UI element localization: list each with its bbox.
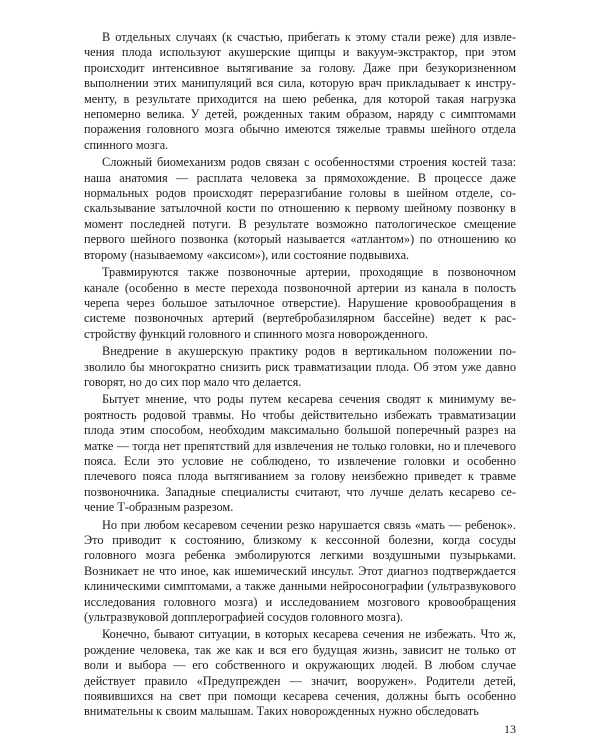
paragraph-4: Внедрение в акушерскую практику родов в вертикальном положении позволило бы многократно снизить риск травматизации плода. Об этом уже давно говорят, но до сих пор мало что делается. (84, 344, 516, 389)
paragraph-2: Сложный биомеханизм родов связан с особенностями строения костей таза: наша анатомия — расплата человека за прямохождение. В процессе даже нормальных родов происходят переразгибание головы в шейном отделе, соскальзывание затылочной кости по отношению к первому шейному позвонку в момент последней потуги. В результате возможно патологическое смещение первого шейного позвонка (который называется «атлантом») по отношению ко второму (называемому «аксисом»), или состояние подвывиха. (84, 155, 516, 262)
paragraph-7: Конечно, бывают ситуации, в которых кесарева сечения не избежать. Что ж, рождение человека, так же как и вся его будущая жизнь, зависит не только от воли и выбора — его собственного и окружающих людей. В любом случае действует правило «Предупрежден — значит, вооружен». Родители детей, появившихся на свет при помощи кесарева сечения, должны быть особенно внимательны к своим малышам. Таких новорожденных нужно обследовать (84, 627, 516, 719)
paragraph-5: Бытует мнение, что роды путем кесарева сечения сводят к минимуму вероятность родовой травмы. Но чтобы действительно избежать травматизации плода этим способом, необходим максимально большой поперечный разрез на матке — тогда нет препятствий для извлечения не только головки, но и плечевого пояса. Если это условие не соблюдено, то извлечение головки и особенно плечевого пояса плода вытягиванием за голову неизбежно приведет к травме позвоночника. Западные специалисты считают, что лучше делать кесарево сечение Т-образным разрезом. (84, 392, 516, 515)
page-body (84, 30, 516, 722)
paragraph-1: В отдельных случаях (к счастью, прибегать к этому стали реже) для извлечения плода используют акушерские щипцы и вакуум-экстрактор, при этом происходит интенсивное вытягивание за голову. Даже при безукоризненном выполнении этих манипуляций вся сила, которую врач прикладывает к инструменту, в результате приходится на шею ребенка, для которой такая нагрузка непомерно велика. У детей, рожденных таким образом, наряду с симптомами поражения головного мозга обычно имеются тяжелые травмы шейного отдела спинного мозга. (84, 30, 516, 152)
paragraph-6: Но при любом кесаревом сечении резко нарушается связь «мать — ребенок». Это приводит к состоянию, близкому к кессонной болезни, когда сосуды головного мозга ребенка эмболируются легкими воздушными пузырьками. Возникает не что иное, как ишемический инсульт. Этот диагноз подтверждается клиническими симптомами, а также данными нейросонографии (ультразвукового исследования головного мозга) и исследованием мозгового кровообращения (ультразвуковой допплерографией сосудов головного мозга). (84, 517, 516, 625)
paragraph-3: Травмируются также позвоночные артерии, проходящие в позвоночном канале (особенно в месте перехода позвоночной артерии из канала в полость черепа через большое затылочное отверстие). Нарушение кровообращения в системе позвоночных артерий (вертебробазилярном бассейне) ведет к расстройству функций головного и спинного мозга новорожденного. (84, 265, 516, 341)
page-number: 13 (504, 722, 516, 736)
